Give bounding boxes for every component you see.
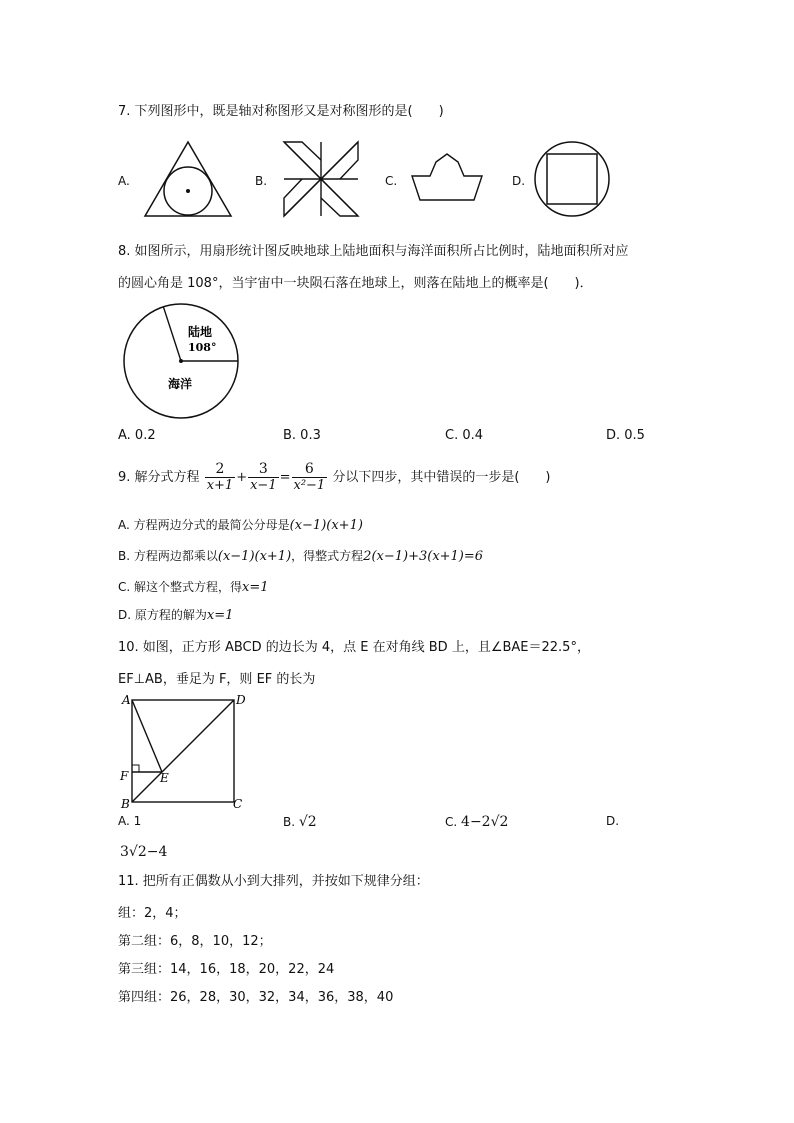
right-angle-mark bbox=[132, 765, 139, 772]
q7-question: 7. 下列图形中，既是轴对称图形又是对称图形的是( ) bbox=[118, 104, 444, 119]
q10-text-line2: EF⊥AB，垂足为 F，则 EF 的长为 bbox=[118, 672, 316, 687]
square-abcd-diagram bbox=[116, 690, 252, 812]
q8-option-a: A. 0.2 bbox=[118, 428, 156, 443]
q9-plus: + bbox=[236, 470, 248, 485]
pinwheel-figure bbox=[282, 140, 360, 218]
q9-option-b: B. 方程两边都乘以(x−1)(x+1)，得整式方程2(x−1)+3(x+1)=6 bbox=[118, 549, 484, 564]
point-d-label: D bbox=[236, 693, 246, 707]
q7-option-b-label: B. bbox=[255, 174, 268, 188]
q8-text-line1: 8. 如图所示，用扇形统计图反映地球上陆地面积与海洋面积所占比例时，陆地面积所对应 bbox=[118, 244, 629, 259]
q7-option-c-label: C. bbox=[385, 174, 398, 188]
q9-option-c: C. 解这个整式方程，得x=1 bbox=[118, 580, 269, 595]
q10-option-c: C. 4−2√2 bbox=[445, 814, 509, 830]
q9-equals: = bbox=[279, 470, 291, 485]
q11-group-2: 第二组：6，8，10，12； bbox=[118, 934, 272, 949]
point-a-label: A bbox=[122, 693, 131, 707]
q7-option-d-label: D. bbox=[512, 174, 526, 188]
q8-option-b: B. 0.3 bbox=[283, 428, 321, 443]
circle-with-square-figure bbox=[533, 140, 611, 218]
q11-group-3: 第三组：14，16，18，20，22，24 bbox=[118, 962, 335, 977]
pie-angle-label: 108° bbox=[188, 341, 217, 354]
q9-fraction-2: $\frac{3}{x-1}$ bbox=[250, 461, 277, 493]
q9-suffix: 分以下四步，其中错误的一步是( ) bbox=[332, 470, 551, 485]
point-c-label: C bbox=[233, 797, 243, 811]
q10-option-a: A. 1 bbox=[118, 814, 142, 828]
q8-option-c: C. 0.4 bbox=[445, 428, 484, 443]
pie-radius-line-1 bbox=[163, 307, 181, 361]
q10-option-b: B. √2 bbox=[283, 814, 317, 830]
triangle-with-circle-figure bbox=[143, 140, 233, 218]
q8-text-line2: 的圆心角是 108°，当宇宙中一块陨石落在地球上，则落在陆地上的概率是( )． bbox=[118, 276, 593, 291]
q9-fraction-3: $\frac{6}{\text{x²−1}}$ bbox=[293, 461, 326, 493]
q10-option-d-label: D. bbox=[606, 814, 620, 828]
q10-text-line1: 10. 如图，正方形 ABCD 的边长为 4，点 E 在对角线 BD 上，且∠BAE＝22.5°， bbox=[118, 640, 590, 655]
q9-fraction-1: $\frac{2}{x+1}$ bbox=[206, 461, 234, 493]
q11-group-4: 第四组：26，28，30，32，34，36，38，40 bbox=[118, 990, 394, 1005]
segment-ae bbox=[132, 700, 162, 772]
point-b-label: B bbox=[121, 797, 130, 811]
q9-prefix: 9. 解分式方程 bbox=[118, 470, 200, 485]
pie-chart-land-ocean bbox=[118, 303, 248, 423]
boat-figure bbox=[410, 152, 484, 202]
q11-group-1: 组：2，4； bbox=[118, 906, 187, 921]
pie-ocean-label: 海洋 bbox=[168, 377, 193, 391]
diagonal-bd bbox=[132, 700, 234, 802]
q9-option-d: D. 原方程的解为x=1 bbox=[118, 608, 234, 623]
q7-option-a-label: A. bbox=[118, 174, 130, 188]
point-e-label: E bbox=[160, 771, 169, 785]
pie-land-label: 陆地 bbox=[188, 325, 213, 339]
point-f-label: F bbox=[120, 769, 129, 783]
q11-title: 11. 把所有正偶数从小到大排列，并按如下规律分组： bbox=[118, 874, 429, 889]
q10-option-d-value: 3√2−4 bbox=[120, 844, 168, 860]
q9-equation-line bbox=[118, 461, 551, 494]
q8-option-d: D. 0.5 bbox=[606, 428, 645, 443]
q9-option-a: A. 方程两边分式的最简公分母是(x−1)(x+1) bbox=[118, 518, 363, 533]
